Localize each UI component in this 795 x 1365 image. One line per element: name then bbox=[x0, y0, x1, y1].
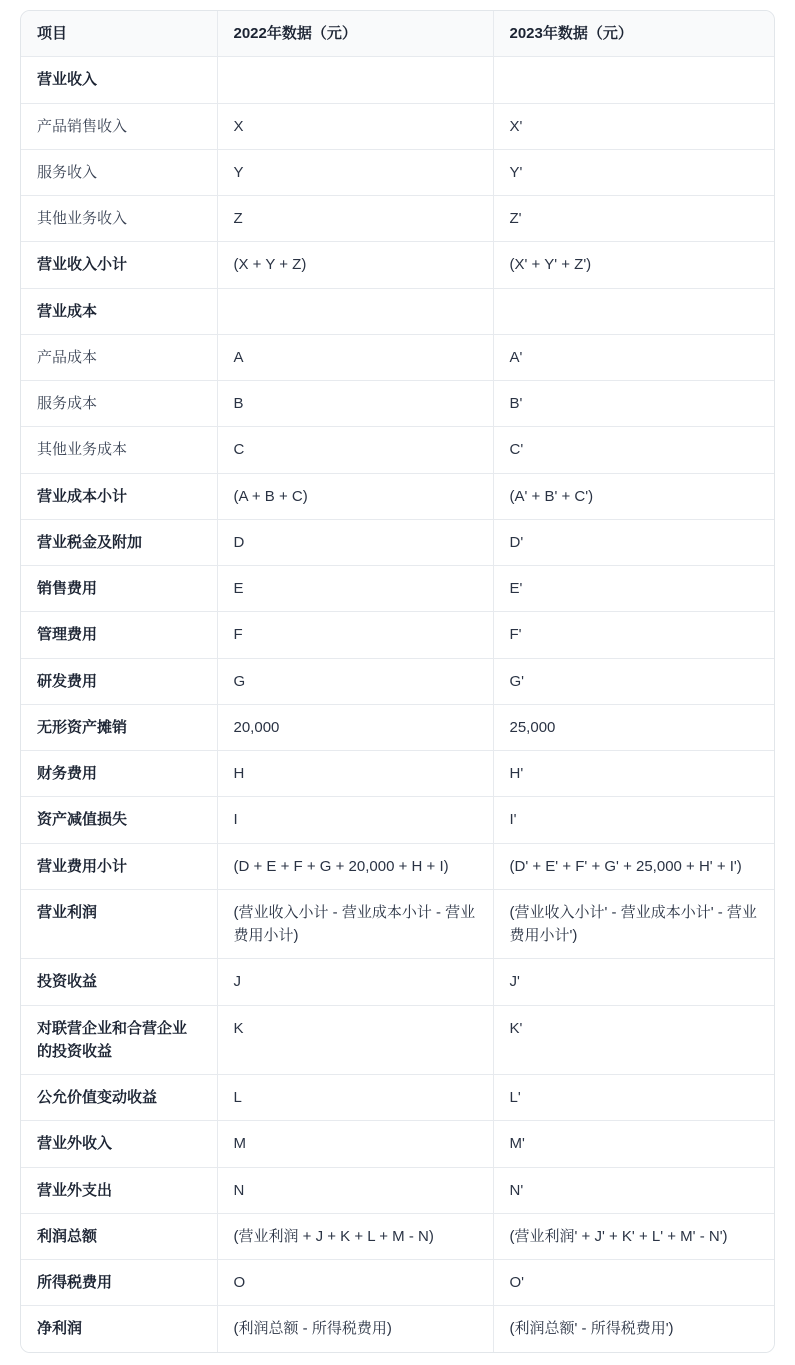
value-2023: N' bbox=[493, 1167, 775, 1213]
row-label: 营业利润 bbox=[21, 889, 217, 959]
table-row bbox=[21, 843, 775, 889]
financial-data-table bbox=[21, 11, 775, 1352]
column-header-item: 项目 bbox=[21, 11, 217, 57]
value-2023: G' bbox=[493, 658, 775, 704]
value-2023: (营业收入小计' - 营业成本小计' - 营业费用小计') bbox=[493, 889, 775, 959]
value-2022: (X + Y + Z) bbox=[217, 242, 493, 288]
column-header-2023: 2023年数据（元） bbox=[493, 11, 775, 57]
value-2022: J bbox=[217, 959, 493, 1005]
value-2023: I' bbox=[493, 797, 775, 843]
row-label: 营业成本小计 bbox=[21, 473, 217, 519]
row-label: 产品成本 bbox=[21, 334, 217, 380]
value-2022: (营业收入小计 - 营业成本小计 - 营业费用小计) bbox=[217, 889, 493, 959]
value-2022: (营业利润 + J + K + L + M - N) bbox=[217, 1213, 493, 1259]
value-2022: I bbox=[217, 797, 493, 843]
row-label: 营业成本 bbox=[21, 288, 217, 334]
row-label: 产品销售收入 bbox=[21, 103, 217, 149]
row-label: 研发费用 bbox=[21, 658, 217, 704]
table-row bbox=[21, 704, 775, 750]
row-label: 营业外支出 bbox=[21, 1167, 217, 1213]
table-row bbox=[21, 751, 775, 797]
value-2022: (A + B + C) bbox=[217, 473, 493, 519]
value-2023: A' bbox=[493, 334, 775, 380]
row-label: 所得税费用 bbox=[21, 1260, 217, 1306]
value-2022 bbox=[217, 57, 493, 103]
table-row bbox=[21, 196, 775, 242]
row-label: 公允价值变动收益 bbox=[21, 1075, 217, 1121]
value-2023: (利润总额' - 所得税费用') bbox=[493, 1306, 775, 1352]
value-2022: B bbox=[217, 381, 493, 427]
table-row bbox=[21, 1075, 775, 1121]
table-row bbox=[21, 1306, 775, 1352]
table-row bbox=[21, 1005, 775, 1075]
value-2023: J' bbox=[493, 959, 775, 1005]
value-2023: D' bbox=[493, 519, 775, 565]
value-2023: F' bbox=[493, 612, 775, 658]
row-label: 营业税金及附加 bbox=[21, 519, 217, 565]
row-label: 对联营企业和合营企业的投资收益 bbox=[21, 1005, 217, 1075]
value-2023: Z' bbox=[493, 196, 775, 242]
table-row bbox=[21, 381, 775, 427]
value-2022: F bbox=[217, 612, 493, 658]
value-2022: L bbox=[217, 1075, 493, 1121]
value-2023: M' bbox=[493, 1121, 775, 1167]
value-2023: Y' bbox=[493, 149, 775, 195]
value-2023: (A' + B' + C') bbox=[493, 473, 775, 519]
row-label: 净利润 bbox=[21, 1306, 217, 1352]
row-label: 资产减值损失 bbox=[21, 797, 217, 843]
table-row bbox=[21, 889, 775, 959]
row-label: 其他业务收入 bbox=[21, 196, 217, 242]
financial-data-table-container bbox=[20, 10, 775, 1353]
value-2022: E bbox=[217, 566, 493, 612]
table-row bbox=[21, 612, 775, 658]
value-2023: B' bbox=[493, 381, 775, 427]
row-label: 无形资产摊销 bbox=[21, 704, 217, 750]
value-2022: C bbox=[217, 427, 493, 473]
table-row bbox=[21, 959, 775, 1005]
row-label: 利润总额 bbox=[21, 1213, 217, 1259]
table-row bbox=[21, 57, 775, 103]
value-2022: G bbox=[217, 658, 493, 704]
value-2023 bbox=[493, 288, 775, 334]
table-row bbox=[21, 103, 775, 149]
table-row bbox=[21, 1213, 775, 1259]
table-row bbox=[21, 658, 775, 704]
value-2023: X' bbox=[493, 103, 775, 149]
value-2022: (利润总额 - 所得税费用) bbox=[217, 1306, 493, 1352]
value-2022: N bbox=[217, 1167, 493, 1213]
value-2022: Y bbox=[217, 149, 493, 195]
header-row bbox=[21, 11, 775, 57]
value-2022: (D + E + F + G + 20,000 + H + I) bbox=[217, 843, 493, 889]
value-2023: (X' + Y' + Z') bbox=[493, 242, 775, 288]
table-row bbox=[21, 242, 775, 288]
value-2023: (D' + E' + F' + G' + 25,000 + H' + I') bbox=[493, 843, 775, 889]
value-2023: (营业利润' + J' + K' + L' + M' - N') bbox=[493, 1213, 775, 1259]
table-row bbox=[21, 519, 775, 565]
table-row bbox=[21, 288, 775, 334]
row-label: 服务收入 bbox=[21, 149, 217, 195]
table-row bbox=[21, 149, 775, 195]
value-2022: K bbox=[217, 1005, 493, 1075]
table-row bbox=[21, 473, 775, 519]
value-2022: O bbox=[217, 1260, 493, 1306]
value-2023: K' bbox=[493, 1005, 775, 1075]
value-2023 bbox=[493, 57, 775, 103]
row-label: 服务成本 bbox=[21, 381, 217, 427]
table-row bbox=[21, 427, 775, 473]
value-2022: M bbox=[217, 1121, 493, 1167]
table-row bbox=[21, 1121, 775, 1167]
row-label: 营业收入小计 bbox=[21, 242, 217, 288]
value-2023: H' bbox=[493, 751, 775, 797]
table-row bbox=[21, 797, 775, 843]
value-2022: H bbox=[217, 751, 493, 797]
value-2022 bbox=[217, 288, 493, 334]
table-row bbox=[21, 1260, 775, 1306]
column-header-2022: 2022年数据（元） bbox=[217, 11, 493, 57]
table-body bbox=[21, 57, 775, 1352]
row-label: 销售费用 bbox=[21, 566, 217, 612]
value-2022: 20,000 bbox=[217, 704, 493, 750]
table-row bbox=[21, 566, 775, 612]
row-label: 营业收入 bbox=[21, 57, 217, 103]
value-2022: D bbox=[217, 519, 493, 565]
value-2022: A bbox=[217, 334, 493, 380]
row-label: 管理费用 bbox=[21, 612, 217, 658]
value-2022: Z bbox=[217, 196, 493, 242]
row-label: 营业外收入 bbox=[21, 1121, 217, 1167]
row-label: 财务费用 bbox=[21, 751, 217, 797]
value-2022: X bbox=[217, 103, 493, 149]
table-row bbox=[21, 334, 775, 380]
table-row bbox=[21, 1167, 775, 1213]
row-label: 营业费用小计 bbox=[21, 843, 217, 889]
row-label: 其他业务成本 bbox=[21, 427, 217, 473]
row-label: 投资收益 bbox=[21, 959, 217, 1005]
value-2023: L' bbox=[493, 1075, 775, 1121]
value-2023: E' bbox=[493, 566, 775, 612]
value-2023: C' bbox=[493, 427, 775, 473]
value-2023: O' bbox=[493, 1260, 775, 1306]
value-2023: 25,000 bbox=[493, 704, 775, 750]
